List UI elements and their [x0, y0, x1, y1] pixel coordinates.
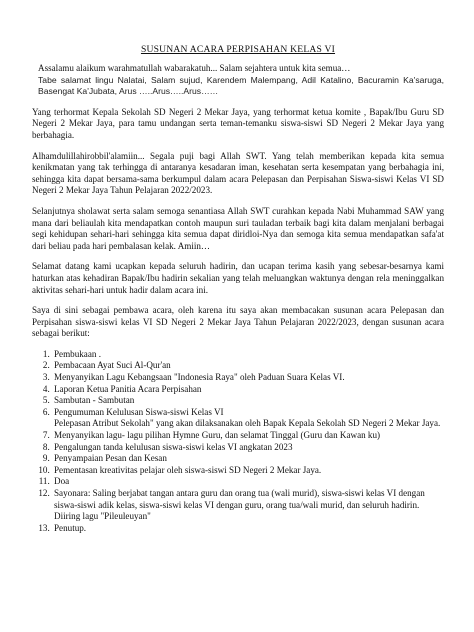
agenda-item: 2. Pembacaan Ayat Suci Al-Qur'an [52, 360, 444, 372]
agenda-list [32, 349, 444, 535]
agenda-item: 1. Pembukaan . [52, 349, 444, 361]
agenda-item-continuation: Pelepasan Atribut Sekolah" yang akan dilaksanakan oleh Bapak Kepala Sekolah SD Negeri 2 Mekar Jaya. [54, 418, 441, 429]
paragraph-welcome: Selamat datang kami ucapkan kepada seluruh hadirin, dan ucapan terima kasih yang sebesar-besarnya kami haturkan atas kehadiran Bapak/Ibu hadirin sekalian yang telah meluangkan waktunya dengan rela meninggalkan aktivitas sehari-hari untuk hadir dalam acara ini. [32, 261, 444, 295]
agenda-item: 6. Pengumuman Kelulusan Siswa-siswi Kelas VI Pelepasan Atribut Sekolah" yang akan dilaksanakan oleh Bapak Kepala Sekolah SD Negeri 2 Mekar Jaya. [52, 407, 444, 430]
paragraph-sholawat: Selanjutnya sholawat serta salam semoga senantiasa Allah SWT curahkan kepada Nabi Muhammad SAW yang mana dari beliaulah kita mendapatkan contoh maupun suri tauladan terbaik bagi kita dalam menjalani berbagai segi kehidupan sehari-hari sehingga kita semua dapat diridloi-Nya dan semoga kita semua mendapatkan safa'at dari beliau pada hari pembalasan kelak. Amiin… [32, 205, 444, 251]
greeting: Assalamu alaikum warahmatullah wabarakatuh... Salam sejahtera untuk kita semua… [38, 63, 351, 73]
agenda-item: 4. Laporan Ketua Panitia Acara Perpisahan [52, 384, 444, 396]
agenda-item: 5. Sambutan - Sambutan [52, 395, 444, 407]
agenda-item: 10. Pementasan kreativitas pelajar oleh siswa-siswi SD Negeri 2 Mekar Jaya. [52, 465, 444, 477]
agenda-item: 8. Pengalungan tanda kelulusan siswa-siswi kelas VI angkatan 2023 [52, 442, 444, 454]
paragraph-gratitude: Alhamdulillahirobbil'alamiin... Segala puji bagi Allah SWT. Yang telah memberikan kepada kita semua kenikmatan yang tak terhingga di antaranya kesadaran iman, kesehatan serta kesempatan yang berbahagia ini, sehingga kita dapat bersama-sama berkumpul dalam acara Pelepasan dan Perpisahan Siswa-siswi Kelas VI SD Negeri 2 Mekar Jaya Tahun Pelajaran 2022/2023. [32, 150, 444, 196]
agenda-item: 12. Sayonara: Saling berjabat tangan antara guru dan orang tua (wali murid), siswa-siswi kelas VI dengan siswa-siswi adik kelas, siswa-siswi kelas VI dengan guru, orang tua/wali murid, dan seluruh hadirin. Diiring lagu "Pileuleuyan" [52, 488, 444, 523]
agenda-item: 3. Menyanyikan Lagu Kebangsaan "Indonesia Raya" oleh Paduan Suara Kelas VI. [52, 372, 444, 384]
agenda-item: 11. Doa [52, 476, 444, 488]
paragraph-address: Yang terhormat Kepala Sekolah SD Negeri 2 Mekar Jaya, yang terhormat ketua komite , Bapak/Ibu Guru SD Negeri 2 Mekar Jaya, para tamu undangan serta teman-temanku siswa-siswi SD Negeri 2 Mekar Jaya yang berbahagia. [32, 106, 444, 140]
paragraph-intro-agenda: Saya di sini sebagai pembawa acara, oleh karena itu saya akan membacakan susunan acara Pelepasan dan Perpisahan siswa-siswi kelas VI SD Negeri 2 Mekar Jaya Tahun Pelajaran 2022/2023, dengan susunan acara sebagai berikut: [32, 305, 444, 339]
greeting-reply: Tabe salamat lingu Nalatai, Salam sujud, Karendem Malempang, Adil Katalino, Bacuramin Ka'saruga, Basengat Ka'Jubata, Arus …..Arus…..Arus…… [38, 74, 444, 97]
agenda-item: 13. Penutup. [52, 523, 444, 535]
document-title: SUSUNAN ACARA PERPISAHAN KELAS VI [140, 44, 336, 55]
agenda-item: 9. Penyampaian Pesan dan Kesan [52, 453, 444, 465]
agenda-item: 7. Menyanyikan lagu- lagu pilihan Hymne Guru, dan selamat Tinggal (Guru dan Kawan ku) [52, 430, 444, 442]
